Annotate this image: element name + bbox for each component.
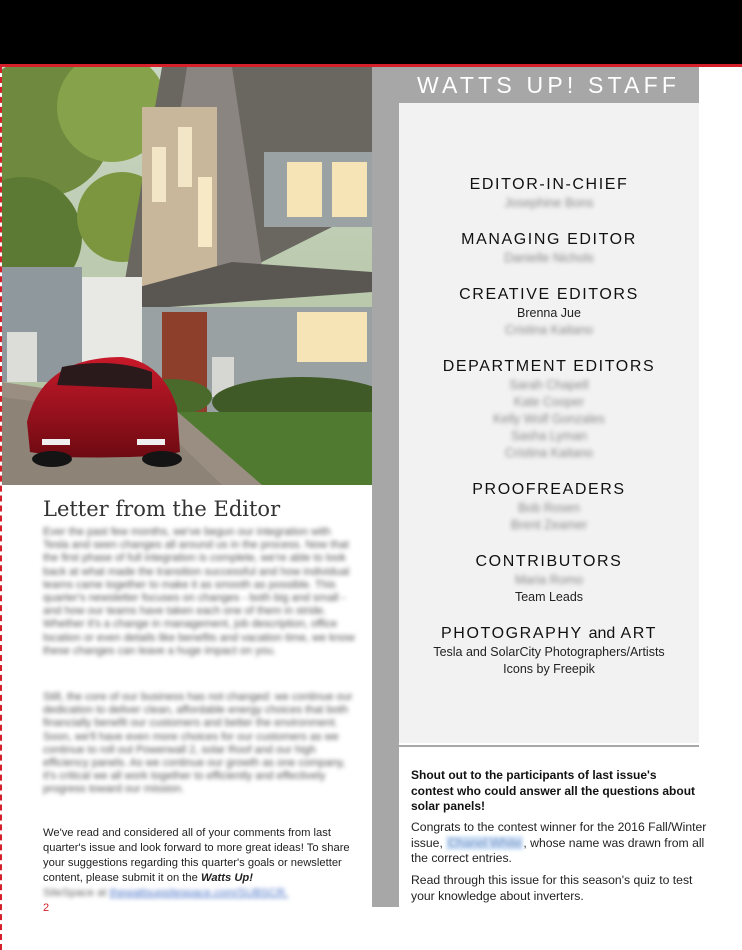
- staff-panel: [399, 103, 699, 743]
- staff-header: WATTS UP! STAFF: [399, 67, 699, 103]
- staff-section-creative-editors: [399, 285, 699, 339]
- letter-paragraph: Still, the core of our business has not changed: we continue our dedication to deliver clean, affordable energy choices that both financially benefit our customers and better the environment. Soon, we'll have even more choices for our customers as we continue to roll out Powerwall 2, solar Roof and our high efficiency panels. As we continue our growth as one company, it's critical we all work together to efficiently and effectively progress toward our mission.: [43, 691, 353, 796]
- staff-section-photography-and-art: [399, 624, 699, 678]
- page-number: 2: [43, 902, 50, 914]
- letter-closing-redacted: SiteSpace at: [43, 887, 107, 899]
- staff-name: Danielle Nichols: [504, 251, 594, 265]
- letter-closing-text: We've read and considered all of your comments from last quarter's issue and look forward to more great ideas! To share your suggestions regarding this quarter's goals or newsletter content, please submit it on the: [43, 827, 350, 884]
- staff-name: Cristina Kaitano: [504, 446, 594, 460]
- staff-section-proofreaders: [399, 480, 699, 534]
- staff-name: Josephine Bons: [504, 196, 594, 210]
- contest-read-through: Read through this issue for this season's quiz to test your knowledge about inverters.: [411, 873, 693, 903]
- staff-name: Kelly Wolf Gonzales: [493, 412, 605, 426]
- staff-name: Kate Cooper: [513, 395, 585, 409]
- contest-congrats-tail: , whose name was drawn from all the correct entries.: [411, 835, 705, 865]
- staff-role: DEPARTMENT EDITORS: [442, 358, 656, 375]
- staff-role-and: and: [588, 625, 616, 642]
- staff-role-main: PHOTOGRAPHY: [441, 625, 583, 642]
- letter-closing: [43, 826, 365, 901]
- staff-name: Sarah Chapell: [509, 378, 589, 392]
- staff-name: Icons by Freepik: [503, 662, 595, 676]
- staff-name: Bob Rosen: [518, 501, 580, 515]
- contest-winner-name: Chanel White: [448, 835, 522, 850]
- contest-shout-out: Shout out to the participants of last issue's contest who could answer all the questions about solar panels!: [411, 768, 696, 813]
- contest-congrats: [411, 820, 711, 867]
- top-black-bar: [0, 0, 742, 64]
- letter-title: Letter from the Editor: [43, 497, 281, 521]
- staff-section-editor-in-chief: [399, 175, 699, 212]
- staff-role: PROOFREADERS: [472, 481, 626, 498]
- staff-section-contributors: [399, 552, 699, 606]
- staff-name: Maria Romo: [514, 573, 584, 587]
- staff-role-tail: ART: [620, 625, 657, 642]
- staff-role: EDITOR-IN-CHIEF: [469, 176, 629, 193]
- staff-name: Sasha Lyman: [511, 429, 587, 443]
- staff-name: Brenna Jue: [517, 306, 581, 320]
- staff-name: Team Leads: [514, 590, 584, 604]
- submission-link[interactable]: thewattsupsitespace.com/SUBSCR.: [109, 887, 289, 899]
- staff-role: CONTRIBUTORS: [475, 553, 623, 570]
- staff-name: Brent Zeamer: [510, 518, 588, 532]
- staff-section-department-editors: [399, 357, 699, 462]
- letter-paragraph: Ever the past few months, we've begun our integration with Tesla and seen changes all around us in the process. Now that the first phase of full integration is complete, we're able to look back at what made the transition successful and how individual teams came together to make it as smooth as possible. This quarter's newsletter focuses on changes - both big and small - and how our teams have taken each one of them in stride. Whether it's a change in management, job description, office location or even details like benefits and vacation time, we know these changes can leave a huge impact on you.: [43, 526, 355, 657]
- staff-role: CREATIVE EDITORS: [459, 286, 639, 303]
- staff-section-managing-editor: [399, 230, 699, 267]
- staff-role: [399, 624, 699, 644]
- newsletter-name: Watts Up!: [200, 872, 253, 884]
- house-and-car-photo: [2, 67, 372, 485]
- staff-name: Cristina Kaitano: [504, 323, 594, 337]
- staff-name: Tesla and SolarCity Photographers/Artists: [433, 645, 665, 659]
- staff-role: MANAGING EDITOR: [461, 231, 637, 248]
- staff-frame-bar: [372, 67, 399, 907]
- staff-divider: [399, 745, 699, 747]
- contest-congrats-text: Congrats to the contest winner for the 2016 Fall/Winter issue,: [411, 820, 707, 850]
